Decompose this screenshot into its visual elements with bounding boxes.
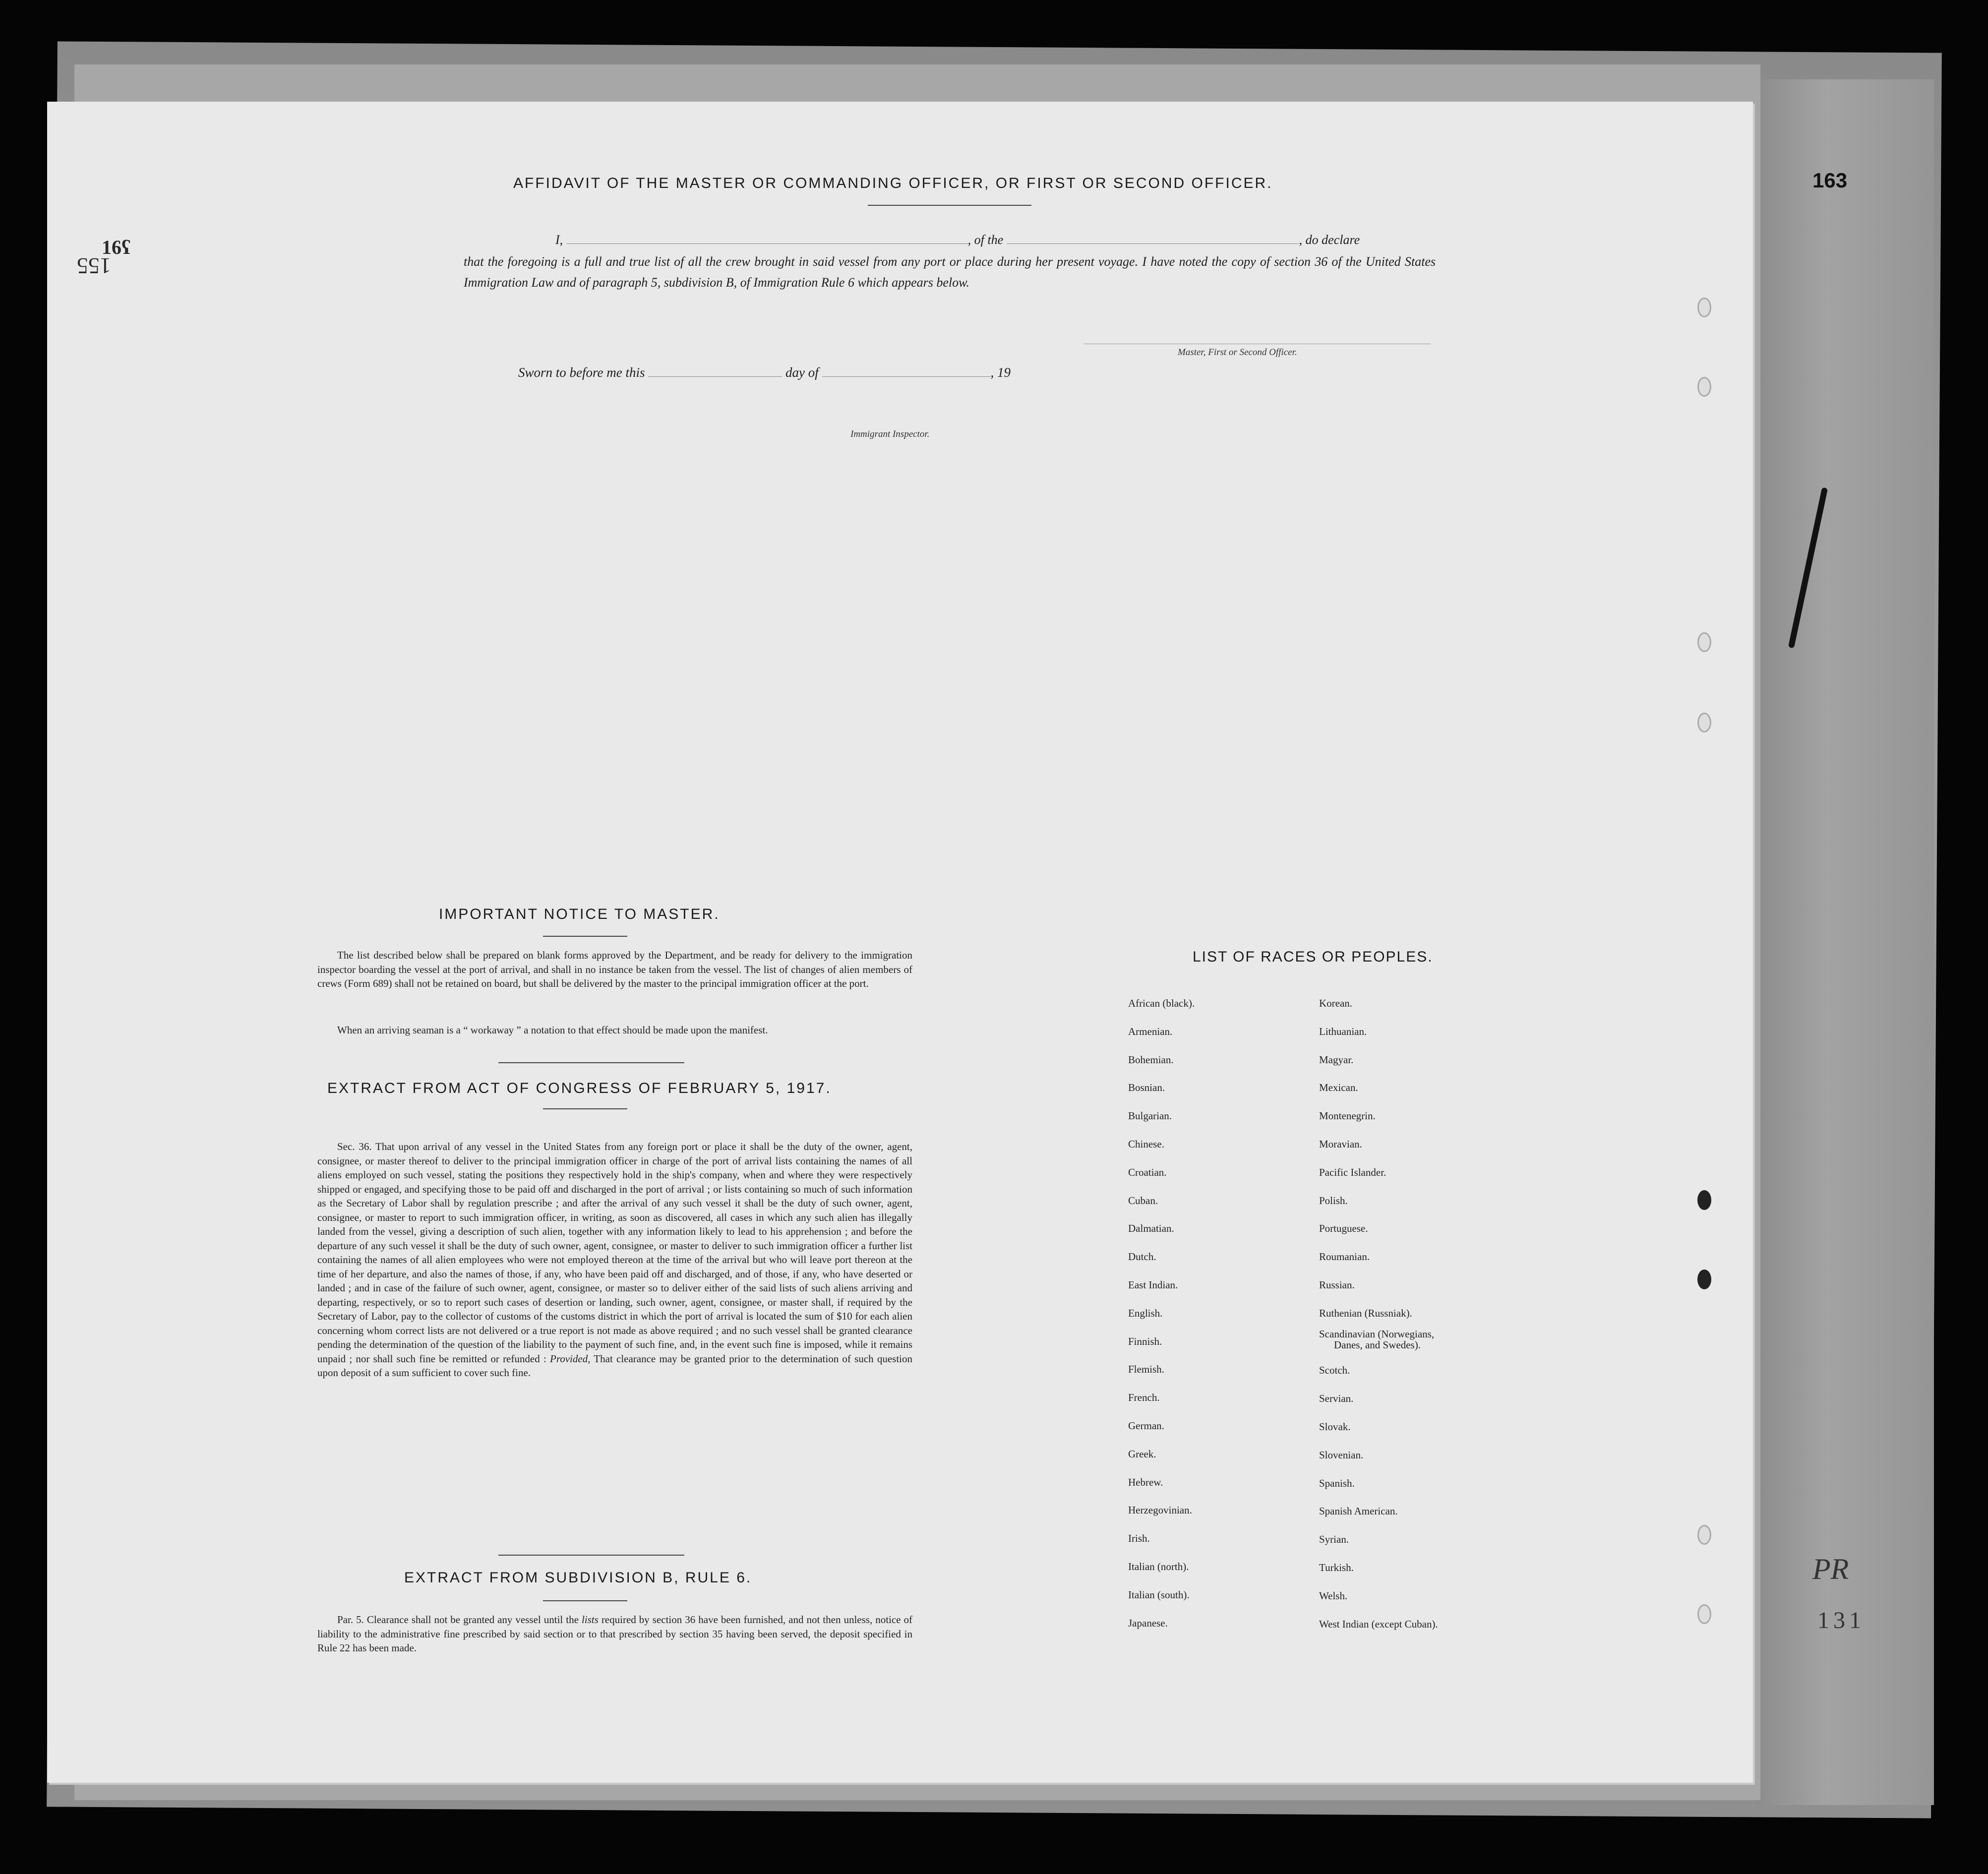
race-item: Scotch.	[1319, 1364, 1350, 1377]
act-extract-text	[317, 1140, 912, 1380]
races-title: LIST OF RACES OR PEOPLES.	[1193, 949, 1433, 965]
month-blank	[822, 376, 991, 377]
binder-hole	[1697, 1269, 1711, 1289]
binder-hole	[1697, 632, 1711, 652]
race-item-scandinavian	[1319, 1328, 1438, 1357]
race-item: Pacific Islander.	[1319, 1166, 1386, 1178]
race-item-continuation: Danes, and Swedes).	[1334, 1338, 1421, 1351]
race-item: Slovak.	[1319, 1420, 1351, 1433]
race-item: Dutch.	[1128, 1251, 1156, 1263]
sworn-label: Sworn to before me this	[518, 365, 645, 380]
stamp-number-bottom: 155	[77, 253, 111, 279]
section-label: Sec. 36.	[337, 1141, 372, 1152]
race-item: Bohemian.	[1128, 1053, 1174, 1066]
race-item: Welsh.	[1319, 1589, 1348, 1602]
section-36-end: That clearance may be granted prior to the determination of such question upon deposit of a sum sufficient to cover such fine.	[317, 1352, 913, 1379]
affidavit-statement: that the foregoing is a full and true list of all the crew brought in said vessel from any port or place during her present voyage. I have noted the copy of section 36 of the United States Immigration Law and of paragraph 5, subdivision B, of Immigration Rule 6 which appears below.	[464, 254, 1436, 290]
race-item: Herzegovinian.	[1128, 1504, 1192, 1516]
vessel-blank	[1007, 243, 1299, 244]
race-item: Italian (north).	[1128, 1560, 1189, 1572]
paragraph-label: Par. 5.	[337, 1614, 364, 1626]
notice-paragraph-2: When an arriving seaman is a “ workaway ” a notation to that effect should be made upon the manifest.	[337, 1024, 768, 1036]
race-item: Flemish.	[1128, 1363, 1164, 1376]
race-item: Mexican.	[1319, 1082, 1358, 1094]
affidavit-first-line	[506, 230, 1433, 250]
race-item: Spanish American.	[1319, 1505, 1398, 1517]
race-item: East Indian.	[1128, 1278, 1178, 1291]
rule-text-a: Clearance shall not be granted any vessel until the	[366, 1614, 579, 1626]
race-item: Roumanian.	[1319, 1251, 1370, 1263]
binder-hole	[1697, 1604, 1711, 1624]
back-page-edge	[1755, 79, 1934, 1805]
race-item: West Indian (except Cuban).	[1319, 1618, 1438, 1630]
lists-word: lists	[581, 1614, 599, 1626]
race-item: Cuban.	[1128, 1194, 1158, 1207]
race-item: Russian.	[1319, 1278, 1355, 1291]
race-item: Syrian.	[1319, 1533, 1349, 1546]
day-blank	[648, 376, 782, 377]
race-item: Moravian.	[1319, 1138, 1362, 1150]
binder-hole	[1697, 1190, 1711, 1210]
rule-text-b: required by section 36 have been furnished, and not then unless, notice of liability to the administrative fine prescribed by said section or to that prescribed by section 35 having been served, the deposit specified in Rule 22 has been made.	[317, 1614, 913, 1654]
race-item: French.	[1128, 1391, 1160, 1404]
binder-hole	[1697, 1525, 1711, 1545]
divider	[543, 936, 627, 937]
race-item: Turkish.	[1319, 1561, 1354, 1573]
race-item: Slovenian.	[1319, 1449, 1364, 1461]
race-item: Magyar.	[1319, 1053, 1354, 1066]
manifest-page	[47, 102, 1753, 1783]
race-item: Lithuanian.	[1319, 1025, 1367, 1037]
race-item: Portuguese.	[1319, 1222, 1368, 1235]
divider	[543, 1600, 627, 1601]
name-blank	[566, 243, 968, 244]
race-item: German.	[1128, 1419, 1164, 1432]
race-item: Finnish.	[1128, 1335, 1162, 1347]
initials-handwritten: PR	[1812, 1553, 1849, 1585]
year-label: , 19	[990, 365, 1011, 380]
race-item: Servian.	[1319, 1392, 1354, 1405]
day-of-label: day of	[785, 365, 819, 380]
race-item: Korean.	[1319, 997, 1353, 1009]
race-item: Irish.	[1128, 1532, 1150, 1545]
notice-paragraph-1: The list described below shall be prepared on blank forms approved by the Department, and be ready for delivery to the immigration inspector boarding the vessel at the port of arrival, and shall in no instance be taken from the vessel. The list of changes of alien members of crews (Form 689) shall not be retained on board, but shall be delivered by the master to the principal immigration officer at the port.	[317, 949, 912, 989]
race-item: Dalmatian.	[1128, 1222, 1174, 1235]
race-item: Japanese.	[1128, 1617, 1168, 1629]
races-right-column	[1319, 989, 1438, 1638]
race-item: Scandinavian (Norwegians,	[1319, 1328, 1435, 1340]
race-item: African (black).	[1128, 997, 1195, 1009]
races-left-column	[1128, 989, 1195, 1637]
signature-label: Master, First or Second Officer.	[1178, 347, 1297, 358]
race-item: Greek.	[1128, 1448, 1156, 1460]
binder-hole	[1697, 377, 1711, 397]
rule-extract-text	[317, 1613, 912, 1655]
rule-extract-title: EXTRACT FROM SUBDIVISION B, RULE 6.	[404, 1570, 752, 1586]
race-item: Polish.	[1319, 1194, 1348, 1207]
race-item: Hebrew.	[1128, 1476, 1163, 1488]
race-item: Armenian.	[1128, 1025, 1173, 1037]
divider	[868, 205, 1031, 206]
race-item: Bosnian.	[1128, 1082, 1165, 1094]
provided-word: Provided,	[550, 1352, 591, 1365]
act-extract-title: EXTRACT FROM ACT OF CONGRESS OF FEBRUARY 5, 1917.	[327, 1080, 832, 1096]
inspector-label: Immigrant Inspector.	[850, 429, 930, 439]
race-item: Ruthenian (Russniak).	[1319, 1307, 1412, 1319]
of-the-label: , of the	[967, 233, 1004, 247]
race-item: Spanish.	[1319, 1477, 1355, 1489]
race-item: English.	[1128, 1307, 1163, 1319]
do-declare-label: , do declare	[1299, 233, 1360, 247]
race-item: Italian (south).	[1128, 1588, 1190, 1601]
sworn-line	[518, 362, 1011, 383]
page-number: 163	[1812, 169, 1848, 192]
handwritten-number: 131	[1817, 1607, 1865, 1633]
divider	[498, 1555, 684, 1556]
divider	[543, 1108, 627, 1109]
divider	[498, 1062, 684, 1063]
race-item: Montenegrin.	[1319, 1110, 1376, 1122]
section-36-text: That upon arrival of any vessel in the United States from any foreign port or place it shall be the duty of the owner, agent, consignee, or master thereof to deliver to the principal immigration officer in charge of the port of arrival lists containing the names of all aliens employed on such vessel, stating the positions they respectively hold in the ship's company, when and where they were respectively shipped or engaged, and specifying those to be paid off and discharged in the port of arrival ; or lists containing so much of such information as the Secretary of Labor shall by regulation prescribe ; and after the arrival of any such vessel it shall be the duty of such owner, agent, consignee, or master to report to such immigration officer, in writing, as soon as discovered, all cases in which any such alien has illegally landed from the vessel, giving a description of such alien, together with any information likely to lead to his apprehension ; and before the departure of any such vessel it shall be the duty of such owner, agent, consignee, or master to deliver to such immigration officer a further list containing the names of all alien employees who were not employed thereon at the time of the arrival but who will leave port thereon at the time of her departure, and also the names of those, if any, who have been paid off and discharged, and of those, if any, who have deserted or landed ; and in case of the failure of such owner, agent, consignee, or master so to deliver either of the said lists of such aliens arriving and departing, respectively, or so to report such cases of desertion or landing, such owner, agent, consignee, or master shall, if required by the Secretary of Labor, pay to the collector of customs of the customs district in which the port of arrival is located the sum of $10 for each alien concerning whom correct lists are not delivered or a true report is not made as above required ; and no such vessel shall be granted clearance pending the determination of the question of the liability to the payment of such fine, and, in the event such fine is imposed, while it remains unpaid ; nor shall such fine be remitted or refunded :	[317, 1141, 913, 1365]
affidavit-title: AFFIDAVIT OF THE MASTER OR COMMANDING OFFICER, OR FIRST OR SECOND OFFICER.	[513, 175, 1273, 191]
notice-title: IMPORTANT NOTICE TO MASTER.	[439, 906, 720, 922]
stamp-number-top: 16ʕ	[102, 236, 130, 258]
binder-hole	[1697, 298, 1711, 317]
race-item: Bulgarian.	[1128, 1110, 1172, 1122]
binder-hole	[1697, 713, 1711, 732]
race-item: Chinese.	[1128, 1138, 1164, 1150]
i-label: I,	[555, 233, 563, 247]
race-item: Croatian.	[1128, 1166, 1167, 1178]
